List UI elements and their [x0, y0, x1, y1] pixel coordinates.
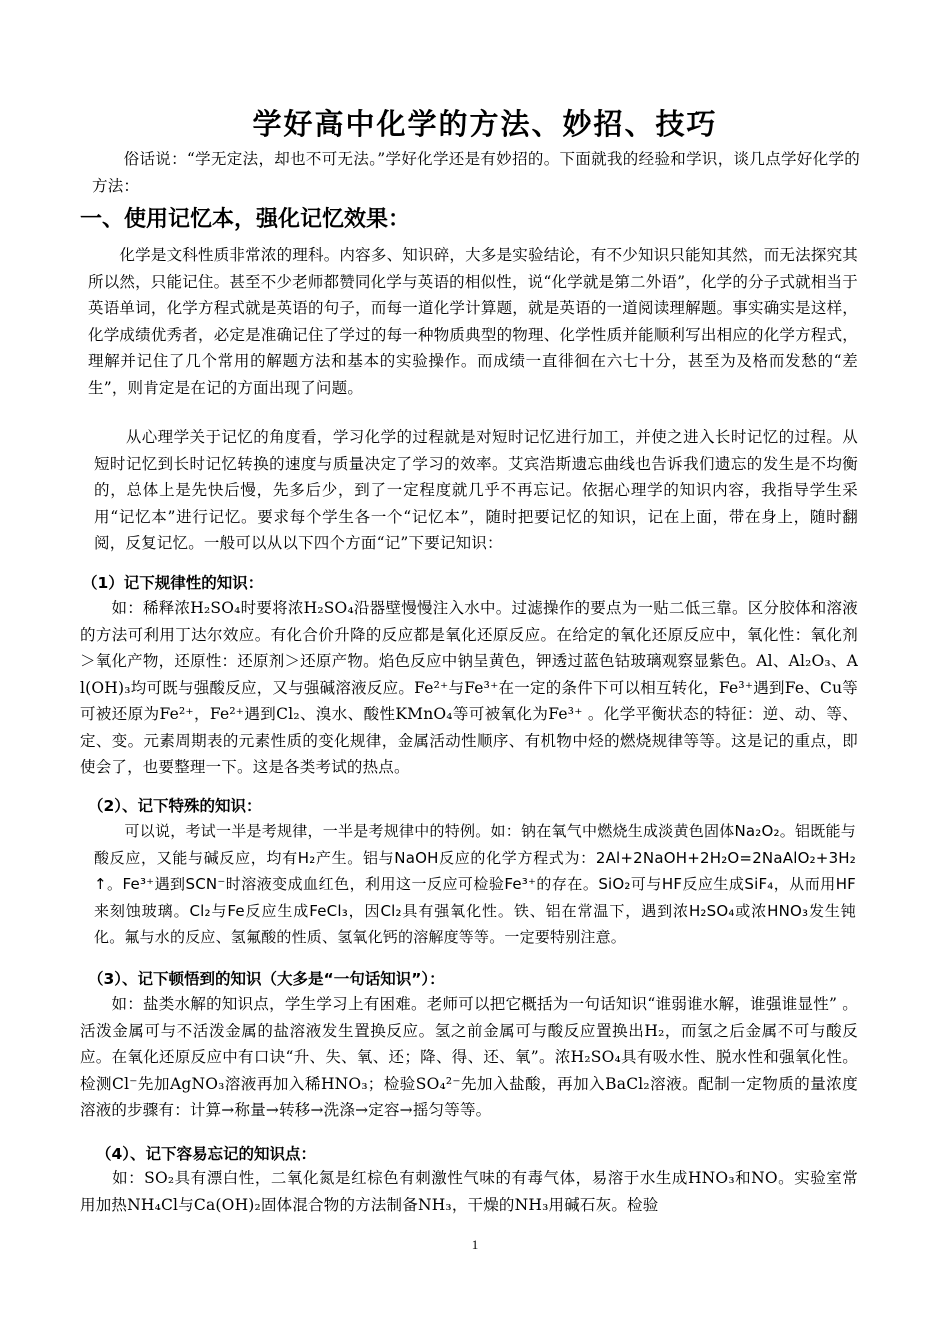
paragraph-2: 从心理学关于记忆的角度看，学习化学的过程就是对短时记忆进行加工，并使之进入长时记忆的过程。从短时记忆到长时记忆转换的速度与质量决定了学习的效率。艾宾浩斯遗忘曲线也告诉我们遗忘的发生是不均衡的，总体上是先快后慢，先多后少，到了一定程度就几乎不再忘记。依据心理学的知识内容，我指导学生采用“记忆本”进行记忆。要求每个学生各一个“记忆本”，随时把要记忆的知识，记在上面，带在身上，随时翻阅，反复记忆。一般可以从以下四个方面“记”下要记知识： — [94, 428, 858, 552]
subheading-3: （3）、记下顿悟到的知识（大多是“一句话知识”）： — [88, 970, 445, 988]
page-number: 1 — [471, 1237, 479, 1252]
section-heading: 一、使用记忆本，强化记忆效果： — [80, 207, 411, 232]
paragraph-1: 化学是文科性质非常浓的理科。内容多、知识碎，大多是实验结论，有不少知识只能知其然，而无法探究其所以然，只能记住。甚至不少老师都赞同化学与英语的相似性，说“化学就是第二外语”，化学的分子式就相当于英语单词，化学方程式就是英语的句子，而每一道化学计算题，就是英语的一道阅读理解题。事实确实是这样，化学成绩优秀者，必定是准确记住了学过的每一种物质典型的物理、化学性质并能顺利写出相应的化学方程式，理解并记住了几个常用的解题方法和基本的实验操作。而成绩一直徘徊在六七十分，甚至为及格而发愁的“差生”，则肯定是在记的方面出现了问题。 — [88, 246, 858, 397]
paragraph-6: 如：SO₂具有漂白性，二氧化氮是红棕色有刺激性气味的有毒气体，易溶于水生成HNO₃和NO。实验室常用加热NH₄Cl与Ca(OH)₂固体混合物的方法制备NH₃，干燥的NH₃用碱石灰。检验 — [80, 1169, 858, 1214]
document-title: 学好高中化学的方法、妙招、技巧 — [252, 107, 718, 141]
intro-paragraph: 俗话说：“学无定法，却也不可无法。”学好化学还是有妙招的。下面就我的经验和学识，谈几点学好化学的方法： — [92, 150, 860, 195]
paragraph-5: 如：盐类水解的知识点，学生学习上有困难。老师可以把它概括为一句话知识“谁弱谁水解，谁强谁显性” 。活泼金属可与不活泼金属的盐溶液发生置换反应。氢之前金属可与酸反应置换出H₂，而氢之后金属不可与酸反应。在氧化还原反应中有口诀“升、失、氧、还；降、得、还、氧”。浓H₂SO₄具有吸水性、脱水性和强氧化性。检测Cl⁻先加AgNO₃溶液再加入稀HNO₃；检验SO₄²⁻先加入盐酸，再加入BaCl₂溶液。配制一定物质的量浓度溶液的步骤有：计算→称量→转移→洗涤→定容→摇匀等等。 — [80, 995, 858, 1119]
subheading-1: （1）记下规律性的知识： — [82, 574, 264, 592]
paragraph-4: 可以说，考试一半是考规律，一半是考规律中的特例。如：钠在氧气中燃烧生成淡黄色固体Na₂O₂。铝既能与酸反应，又能与碱反应，均有H₂产生。铝与NaOH反应的化学方程式为：2Al+2NaOH+2H₂O=2NaAlO₂+3H₂↑。Fe³⁺遇到SCN⁻时溶液变成血红色，利用这一反应可检验Fe³⁺的存在。SiO₂可与HF反应生成SiF₄，从而用HF来刻蚀玻璃。Cl₂与Fe反应生成FeCl₃，因Cl₂具有强氧化性。铁、铝在常温下，遇到浓H₂SO₄或浓HNO₃发生钝化。氟与水的反应、氢氟酸的性质、氢氧化钙的溶解度等等。一定要特别注意。 — [94, 822, 856, 946]
subheading-2: （2）、记下特殊的知识： — [88, 797, 262, 815]
subheading-4: （4）、记下容易忘记的知识点： — [96, 1145, 317, 1163]
paragraph-3: 如：稀释浓H₂SO₄时要将浓H₂SO₄沿器壁慢慢注入水中。过滤操作的要点为一贴二低三靠。区分胶体和溶液的方法可利用丁达尔效应。有化合价升降的反应都是氧化还原反应。在给定的氧化还原反应中，氧化性：氧化剂＞氧化产物，还原性：还原剂＞还原产物。焰色反应中钠呈黄色，钾透过蓝色钴玻璃观察显紫色。Al、Al₂O₃、Al(OH)₃均可既与强酸反应，又与强碱溶液反应。Fe²⁺与Fe³⁺在一定的条件下可以相互转化，Fe³⁺遇到Fe、Cu等可被还原为Fe²⁺，Fe²⁺遇到Cl₂、溴水、酸性KMnO₄等可被氧化为Fe³⁺ 。化学平衡状态的特征：逆、动、等、定、变。元素周期表的元素性质的变化规律，金属活动性顺序、有机物中烃的燃烧规律等等。这是记的重点，即使会了，也要整理一下。这是各类考试的热点。 — [80, 599, 858, 776]
